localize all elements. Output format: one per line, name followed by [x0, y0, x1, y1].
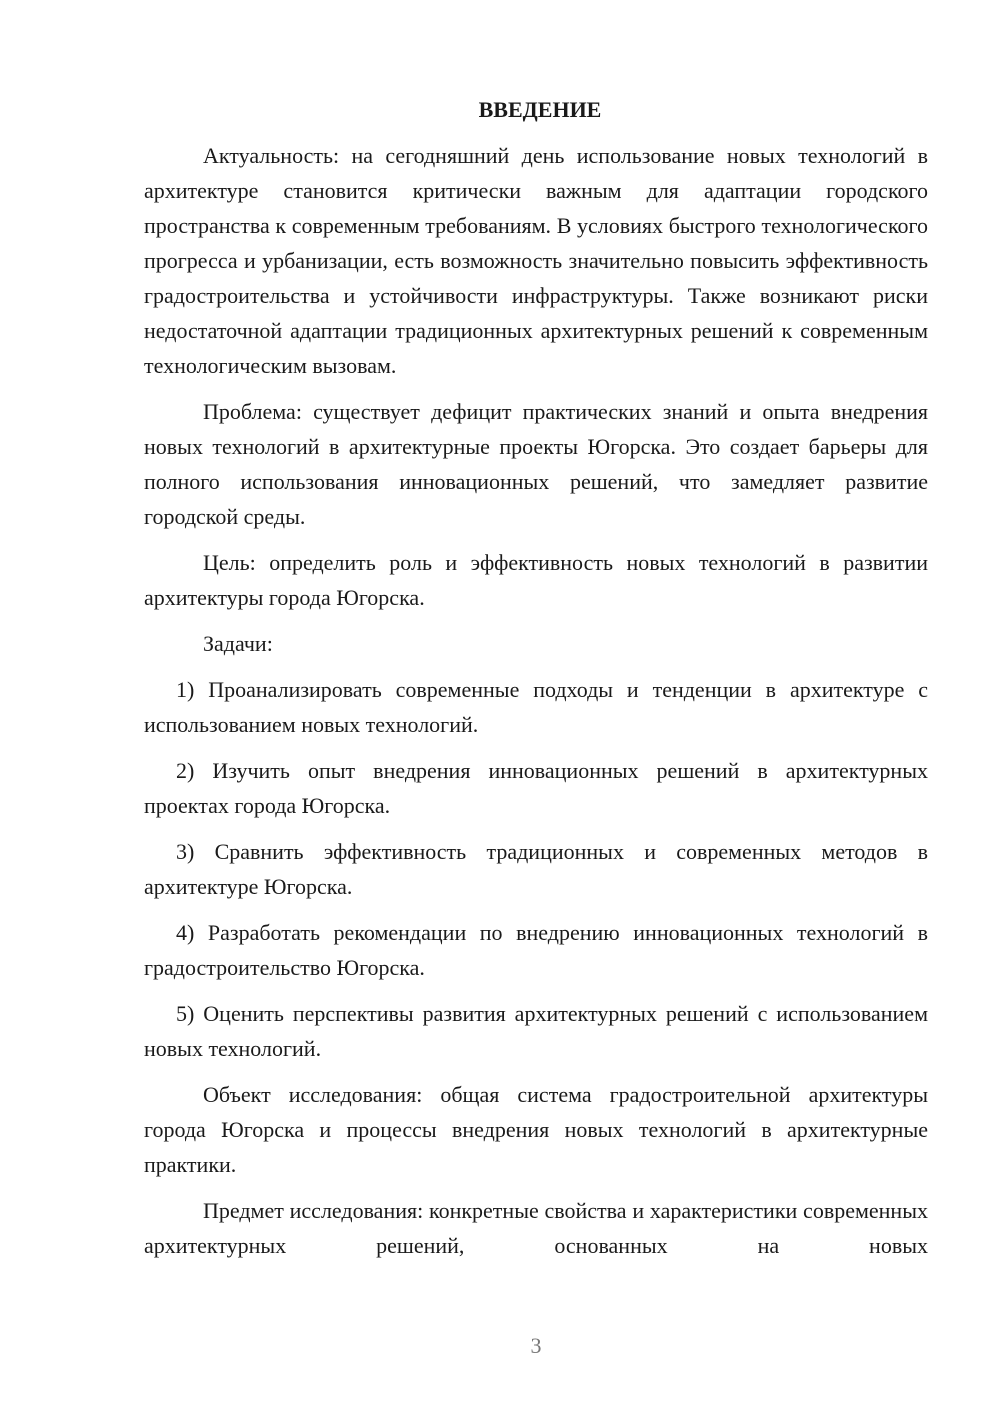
- page-content: [144, 92, 928, 1274]
- task-item-5: 5) Оценить перспективы развития архитектурных решений с использованием новых технологий.: [144, 1001, 928, 1061]
- section-heading: ВВЕДЕНИЕ: [478, 97, 602, 122]
- paragraph-tasks-label: Задачи:: [203, 631, 273, 656]
- paragraph-object: Объект исследования: общая система градостроительной архитектуры города Югорска и процессы внедрения новых технологий в архитектурные практики.: [144, 1082, 928, 1177]
- task-item-4: 4) Разработать рекомендации по внедрению инновационных технологий в градостроительство Югорска.: [144, 920, 928, 980]
- paragraph-relevance: Актуальность: на сегодняшний день использование новых технологий в архитектуре становится критически важным для адаптации городского пространства к современным требованиям. В условиях быстрого технологического прогресса и урбанизации, есть возможность значительно повысить эффективность градостроительства и устойчивости инфраструктуры. Также возникают риски недостаточной адаптации традиционных архитектурных решений к современным технологическим вызовам.: [144, 143, 928, 378]
- task-item-1: 1) Проанализировать современные подходы и тенденции в архитектуре с использованием новых технологий.: [144, 677, 928, 737]
- paragraph-goal: Цель: определить роль и эффективность новых технологий в развитии архитектуры города Югорска.: [144, 550, 928, 610]
- paragraph-problem: Проблема: существует дефицит практических знаний и опыта внедрения новых технологий в архитектурные проекты Югорска. Это создает барьеры для полного использования инновационных решений, что замедляет развитие городской среды.: [144, 399, 928, 529]
- paragraph-subject: Предмет исследования: конкретные свойства и характеристики современных архитектурных решений, основанных на новых: [144, 1198, 928, 1258]
- task-item-2: 2) Изучить опыт внедрения инновационных решений в архитектурных проектах города Югорска.: [144, 758, 928, 818]
- page-number: 3: [530, 1333, 542, 1358]
- task-item-3: 3) Сравнить эффективность традиционных и современных методов в архитектуре Югорска.: [144, 839, 928, 899]
